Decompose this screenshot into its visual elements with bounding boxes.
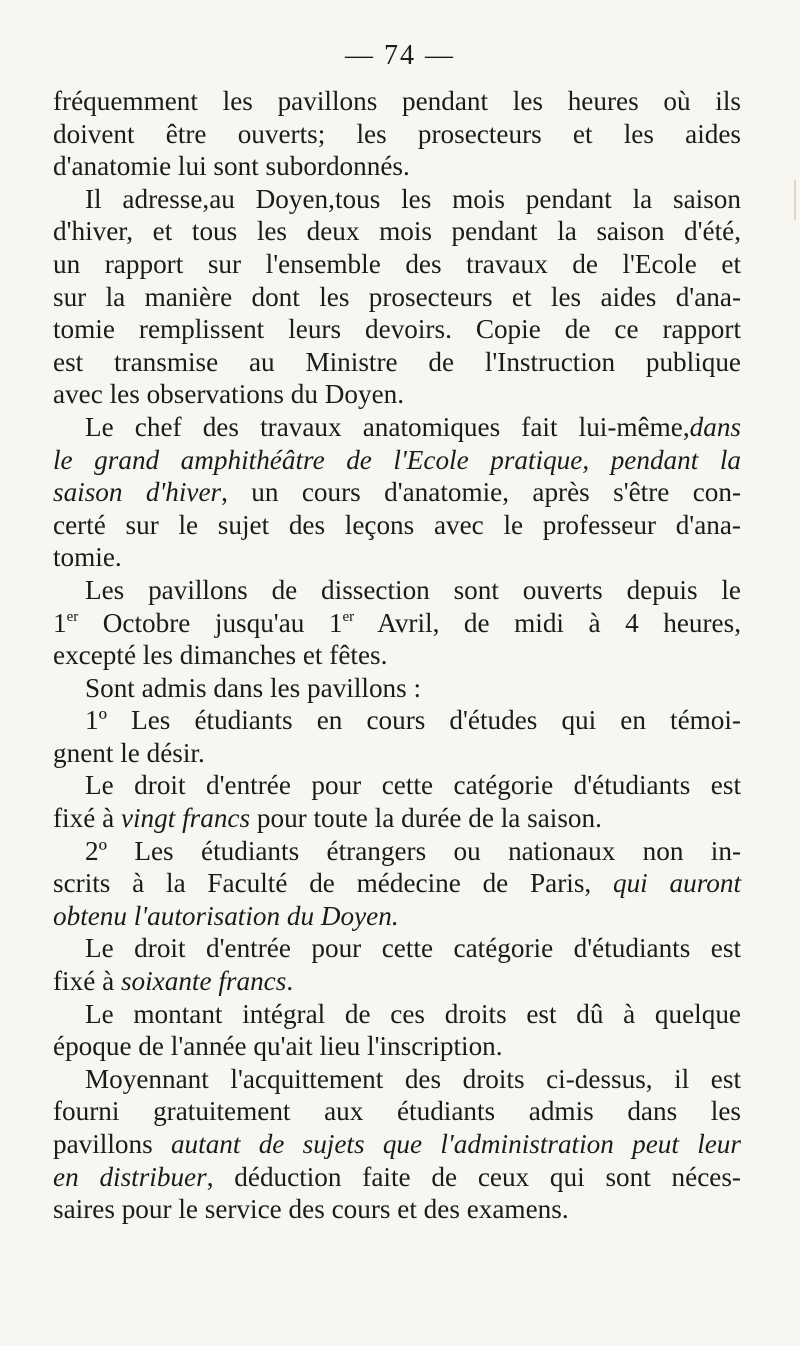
text-segment: Il adresse,au Doyen,tous les mois pendant la saison: [85, 183, 741, 214]
text-segment: d'hiver, et tous les deux mois pendant la saison d'été,: [53, 216, 741, 247]
text-segment: Le droit d'entrée pour cette catégorie d'étudiants est: [85, 770, 741, 801]
text-segment: un rapport sur l'ensemble des travaux de l'Ecole et: [53, 248, 741, 279]
italic-text: qui auront: [612, 868, 742, 899]
text-segment: excepté les dimanches et fêtes.: [53, 640, 388, 671]
text-segment: fourni gratuitement aux étudiants admis dans les: [53, 1096, 741, 1127]
text-segment: Avril, de midi à 4 heures,: [354, 607, 741, 638]
text-line: [53, 411, 741, 444]
text-segment: gnent le désir.: [53, 737, 205, 768]
italic-text: le grand amphithéâtre de l'Ecole pratique, pendant la: [53, 444, 741, 475]
italic-text: soixante francs: [120, 966, 287, 997]
text-segment: .: [286, 966, 294, 997]
text-line: [53, 672, 741, 705]
text-line: [53, 85, 741, 118]
text-segment: tomie.: [53, 542, 122, 573]
text-segment: sur la manière dont les prosecteurs et les aides d'ana-: [53, 281, 741, 312]
text-line: [53, 867, 741, 900]
body-text: [53, 85, 741, 1226]
text-line: [53, 1193, 741, 1226]
text-segment: 1: [53, 607, 67, 638]
text-line: [53, 313, 741, 346]
text-segment: , un cours d'anatomie, après s'être con-: [221, 477, 742, 508]
superscript-text: er: [66, 608, 79, 625]
text-segment: tomie remplissent leurs devoirs. Copie de ce rapport: [53, 314, 741, 345]
text-line: [53, 248, 741, 281]
text-segment: avec les observations du Doyen.: [53, 379, 405, 410]
italic-text: en distribuer: [53, 1161, 207, 1192]
italic-text: autant de sujets que l'administration peut leur: [170, 1129, 741, 1159]
text-line: [53, 737, 741, 770]
superscript-text: er: [342, 608, 355, 625]
text-segment: saires pour le service des cours et des examens.: [53, 1194, 569, 1225]
text-line: [53, 346, 741, 379]
text-line: [53, 607, 741, 640]
text-line: [53, 1128, 741, 1161]
text-line: [53, 1063, 741, 1096]
text-line: [53, 1095, 741, 1128]
text-line: [53, 1161, 741, 1194]
text-segment: pavillons: [53, 1129, 171, 1159]
italic-text: saison d'hiver: [53, 477, 222, 508]
text-line: [53, 378, 741, 411]
text-line: [53, 769, 741, 802]
text-line: [53, 965, 741, 998]
text-line: [53, 900, 741, 933]
text-segment: fréquemment les pavillons pendant les heures où ils: [53, 86, 741, 116]
text-segment: fixé à: [53, 966, 121, 997]
text-line: [53, 444, 741, 477]
text-line: [53, 574, 741, 607]
text-line: [53, 150, 741, 183]
text-line: [53, 704, 741, 737]
text-segment: doivent être ouverts; les prosecteurs et les aides: [53, 118, 741, 149]
text-line: [53, 183, 741, 216]
text-segment: Le montant intégral de ces droits est dû à quelque: [85, 998, 741, 1029]
italic-text: vingt francs: [120, 803, 251, 834]
text-line: [53, 215, 741, 248]
text-segment: Moyennant l'acquittement des droits ci-dessus, il est: [85, 1063, 741, 1094]
text-line: [53, 118, 741, 151]
text-line: [53, 1030, 741, 1063]
page-edge-shadow: [794, 180, 796, 220]
italic-text: dans: [689, 411, 741, 442]
text-segment: pour toute la durée de la saison.: [250, 803, 602, 834]
text-segment: Le chef des travaux anatomiques fait lui-même,: [85, 411, 690, 442]
italic-text: obtenu l'autorisation du Doyen.: [53, 900, 399, 931]
text-segment: fixé à: [53, 803, 121, 834]
text-line: [53, 541, 741, 574]
text-segment: scrits à la Faculté de médecine de Paris,: [53, 868, 613, 899]
text-segment: , déduction faite de ceux qui sont néces-: [206, 1161, 741, 1192]
text-line: [53, 835, 741, 868]
page-number: — 74 —: [345, 40, 455, 71]
text-segment: est transmise au Ministre de l'Instruction publique: [53, 346, 741, 377]
text-line: [53, 639, 741, 672]
text-line: [53, 476, 741, 509]
text-segment: Sont admis dans les pavillons :: [85, 672, 422, 703]
text-segment: Octobre jusqu'au 1: [78, 607, 343, 638]
text-segment: 2º Les étudiants étrangers ou nationaux non in-: [85, 835, 741, 866]
text-segment: Les pavillons de dissection sont ouverts depuis le: [85, 574, 741, 605]
text-line: [53, 998, 741, 1031]
text-line: [53, 509, 741, 542]
text-line: [53, 932, 741, 965]
text-segment: 1º Les étudiants en cours d'études qui en témoi-: [85, 705, 741, 736]
text-segment: époque de l'année qu'ait lieu l'inscription.: [53, 1031, 503, 1062]
text-segment: Le droit d'entrée pour cette catégorie d'étudiants est: [85, 933, 741, 964]
text-segment: certé sur le sujet des leçons avec le professeur d'ana-: [53, 509, 741, 540]
text-line: [53, 281, 741, 314]
text-line: [53, 802, 741, 835]
text-segment: d'anatomie lui sont subordonnés.: [53, 151, 410, 182]
